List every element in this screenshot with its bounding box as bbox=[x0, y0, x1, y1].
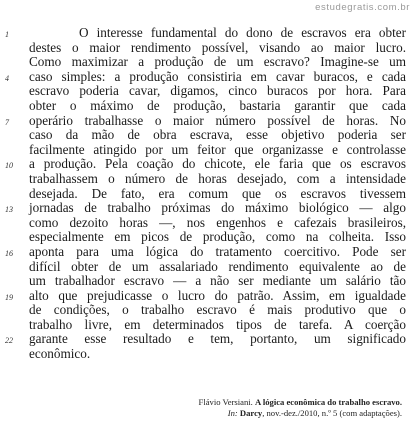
text-line bbox=[29, 230, 406, 245]
line-text: destes o maior rendimento possível, visando ao maior lucro. bbox=[29, 39, 406, 55]
line-text: obter o máximo de produção, bastaria garantir que cada bbox=[29, 97, 406, 113]
line-text: Como maximizar a produção de um escravo? Imagine-se um bbox=[29, 54, 406, 70]
line-number: 16 bbox=[5, 248, 13, 258]
text-line bbox=[5, 287, 406, 304]
source-line-1 bbox=[199, 397, 402, 408]
line-number: 22 bbox=[5, 336, 13, 346]
line-text: de condições, o trabalho escravo é mais produtivo que o bbox=[29, 302, 406, 318]
line-text: especialmente em picos de produção, como na colheita. Isso bbox=[29, 229, 406, 245]
text-line bbox=[5, 112, 406, 129]
text-line bbox=[29, 143, 406, 158]
text-line bbox=[29, 318, 406, 333]
text-line bbox=[29, 55, 406, 70]
line-text: O interesse fundamental do dono de escravos era obter bbox=[79, 25, 406, 40]
text-line bbox=[29, 216, 406, 231]
line-number: 4 bbox=[5, 73, 9, 83]
text-line bbox=[5, 156, 406, 172]
line-number: 13 bbox=[5, 205, 13, 215]
line-text: caso simples: a produção consistiria em cavar buracos, e cada bbox=[29, 68, 406, 84]
line-text: aponta para uma lógica do tratamento coercitivo. Pode ser bbox=[29, 243, 406, 259]
text-line bbox=[29, 172, 406, 187]
source-citation bbox=[199, 397, 402, 418]
text-line bbox=[29, 274, 406, 289]
text-line bbox=[5, 200, 406, 216]
text-line bbox=[5, 243, 406, 260]
text-line bbox=[29, 84, 406, 99]
line-text: um trabalhador escravo — a não ser mediante um salário tão bbox=[29, 273, 406, 289]
text-line bbox=[29, 347, 406, 362]
text-line bbox=[29, 128, 406, 143]
text-line bbox=[29, 260, 406, 275]
text-line bbox=[29, 41, 406, 56]
line-text: jornadas de trabalho próximas do máximo biológico — algo bbox=[29, 200, 406, 216]
line-text: caso da mão de obra escrava, esse objetivo poderia ser bbox=[29, 127, 406, 143]
line-number: 19 bbox=[5, 292, 13, 302]
source-in-label: In: bbox=[227, 407, 238, 418]
line-text: como dezoito horas —, nos engenhos e cafezais brasileiros, bbox=[29, 214, 406, 230]
text-line bbox=[29, 303, 406, 318]
line-text: trabalhassem o número de horas desejado, com a intensidade bbox=[29, 170, 406, 186]
line-number: 10 bbox=[5, 161, 13, 171]
line-text: facilmente atingido por um feitor que organizasse e controlasse bbox=[29, 141, 406, 157]
line-text: desejada. De fato, era comum que os escravos tivessem bbox=[29, 185, 406, 201]
text-line bbox=[5, 68, 406, 85]
source-details: , nov.-dez./2010, n.º 5 (com adaptações). bbox=[262, 407, 402, 418]
line-text: alto que prejudicasse o lucro do patrão. Assim, em igualdade bbox=[29, 287, 406, 303]
source-title: A lógica econômica do trabalho escravo. bbox=[254, 397, 402, 407]
line-text: trabalho livre, em determinados tipos de tarefa. A coerção bbox=[29, 316, 406, 332]
line-number: 1 bbox=[5, 30, 9, 39]
line-text: escravo poderia cavar, digamos, cinco buracos por hora. Para bbox=[29, 83, 406, 99]
passage-text bbox=[5, 25, 406, 362]
text-line bbox=[29, 187, 406, 202]
text-line bbox=[5, 331, 406, 347]
source-line-2 bbox=[199, 408, 402, 419]
source-author: Flávio Versiani. bbox=[198, 397, 253, 407]
text-line bbox=[5, 25, 406, 41]
line-text: a produção. Pela coação do chicote, ele faria que os escravos bbox=[29, 156, 406, 172]
line-text: econômico. bbox=[29, 346, 91, 362]
source-publication: Darcy bbox=[239, 407, 263, 418]
line-text: operário trabalhasse o maior número possível de horas. No bbox=[29, 112, 406, 128]
watermark: estudegratis.com.br bbox=[315, 2, 410, 13]
line-number: 7 bbox=[5, 117, 9, 127]
line-text: garante esse resultado e tem, portanto, um significado bbox=[29, 331, 406, 347]
line-text: difícil obter de um assalariado rendimento equivalente ao de bbox=[29, 258, 406, 274]
text-line bbox=[29, 99, 406, 114]
